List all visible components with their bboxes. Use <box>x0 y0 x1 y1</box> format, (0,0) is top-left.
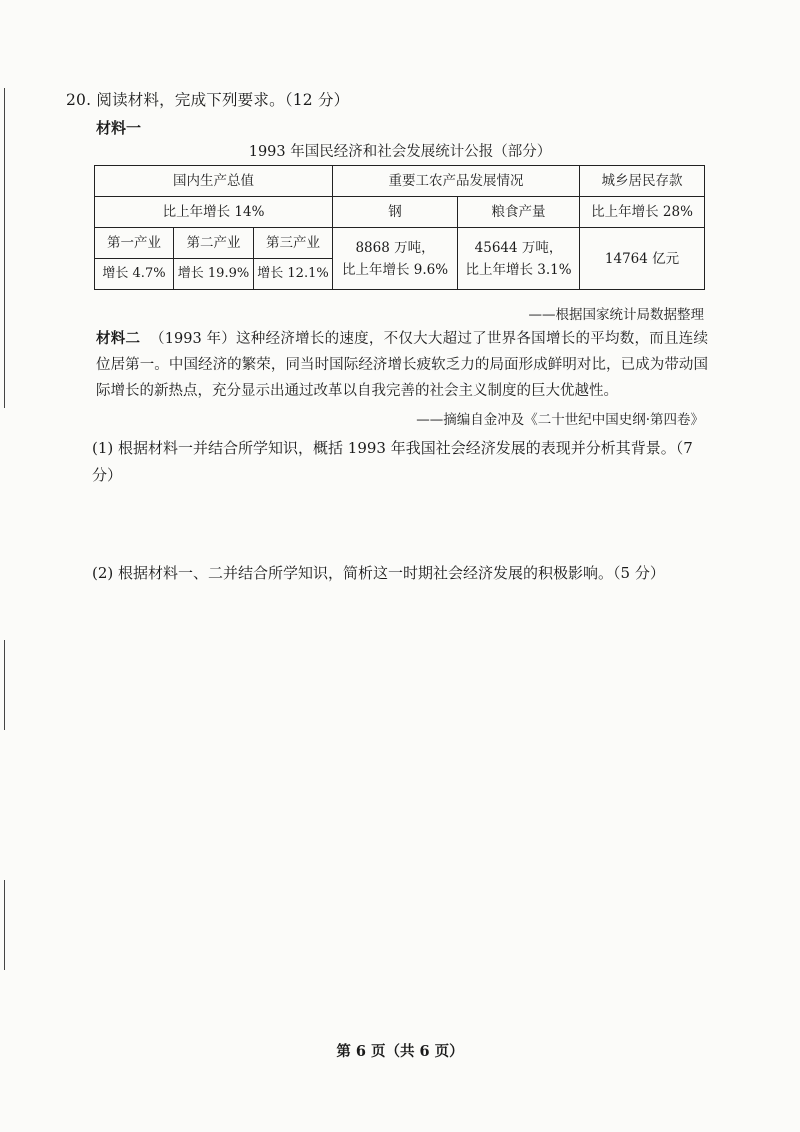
grain-growth: 比上年增长 3.1% <box>465 261 572 278</box>
question-title: 20. 阅读材料，完成下列要求。（12 分） <box>66 91 350 109</box>
table-title: 1993 年国民经济和社会发展统计公报（部分） <box>248 144 552 160</box>
steel-output <box>333 228 458 290</box>
grain-label: 粮食产量 <box>458 197 580 228</box>
statistics-table <box>94 165 705 290</box>
grain-amount: 45644 万吨， <box>474 239 563 256</box>
industry-tertiary: 第三产业 <box>254 228 333 259</box>
gdp-growth: 比上年增长 14% <box>95 197 333 228</box>
header-savings: 城乡居民存款 <box>580 166 705 197</box>
table-row <box>95 197 705 228</box>
material2-text: （1993 年）这种经济增长的速度，不仅大大超过了世界各国增长的平均数，而且连续位居第一。中国经济的繁荣，同当时国际经济增长疲软乏力的局面形成鲜明对比，已成为带动国际增长的新热点，充分显示出通过改革以自我完善的社会主义制度的巨大优越性。 <box>96 331 709 399</box>
steel-growth: 比上年增长 9.6% <box>341 261 449 278</box>
industry-primary: 第一产业 <box>95 228 174 259</box>
table-row <box>95 166 705 197</box>
industry-secondary: 第二产业 <box>174 228 254 259</box>
savings-growth: 比上年增长 28% <box>580 197 705 228</box>
growth-secondary: 增长 19.9% <box>174 259 254 290</box>
sub-question-2: (2) 根据材料一、二并结合所学知识，简析这一时期社会经济发展的积极影响。（5 分） <box>92 564 665 582</box>
binding-margin-line <box>4 880 5 970</box>
binding-margin-line <box>4 640 5 730</box>
material2-source: ——摘编自金冲及《二十世纪中国史纲·第四卷》 <box>416 412 704 428</box>
binding-margin-line <box>4 88 5 408</box>
steel-label: 钢 <box>333 197 458 228</box>
header-gdp: 国内生产总值 <box>95 166 333 197</box>
growth-tertiary: 增长 12.1% <box>254 259 333 290</box>
material1-source: ——根据国家统计局数据整理 <box>528 307 704 323</box>
grain-output <box>458 228 580 290</box>
table-row <box>95 228 705 259</box>
steel-amount: 8868 万吨， <box>355 239 435 256</box>
savings-amount: 14764 亿元 <box>580 228 705 290</box>
material2-label: 材料二 <box>96 331 141 347</box>
sub-question-1: (1) 根据材料一并结合所学知识，概括 1993 年我国社会经济发展的表现并分析其背景。（7 分） <box>92 439 693 484</box>
page-number: 第 6 页（共 6 页） <box>336 1043 464 1060</box>
growth-primary: 增长 4.7% <box>95 259 174 290</box>
header-products: 重要工农产品发展情况 <box>333 166 580 197</box>
material2-paragraph <box>96 326 708 404</box>
material1-label: 材料一 <box>96 119 142 137</box>
